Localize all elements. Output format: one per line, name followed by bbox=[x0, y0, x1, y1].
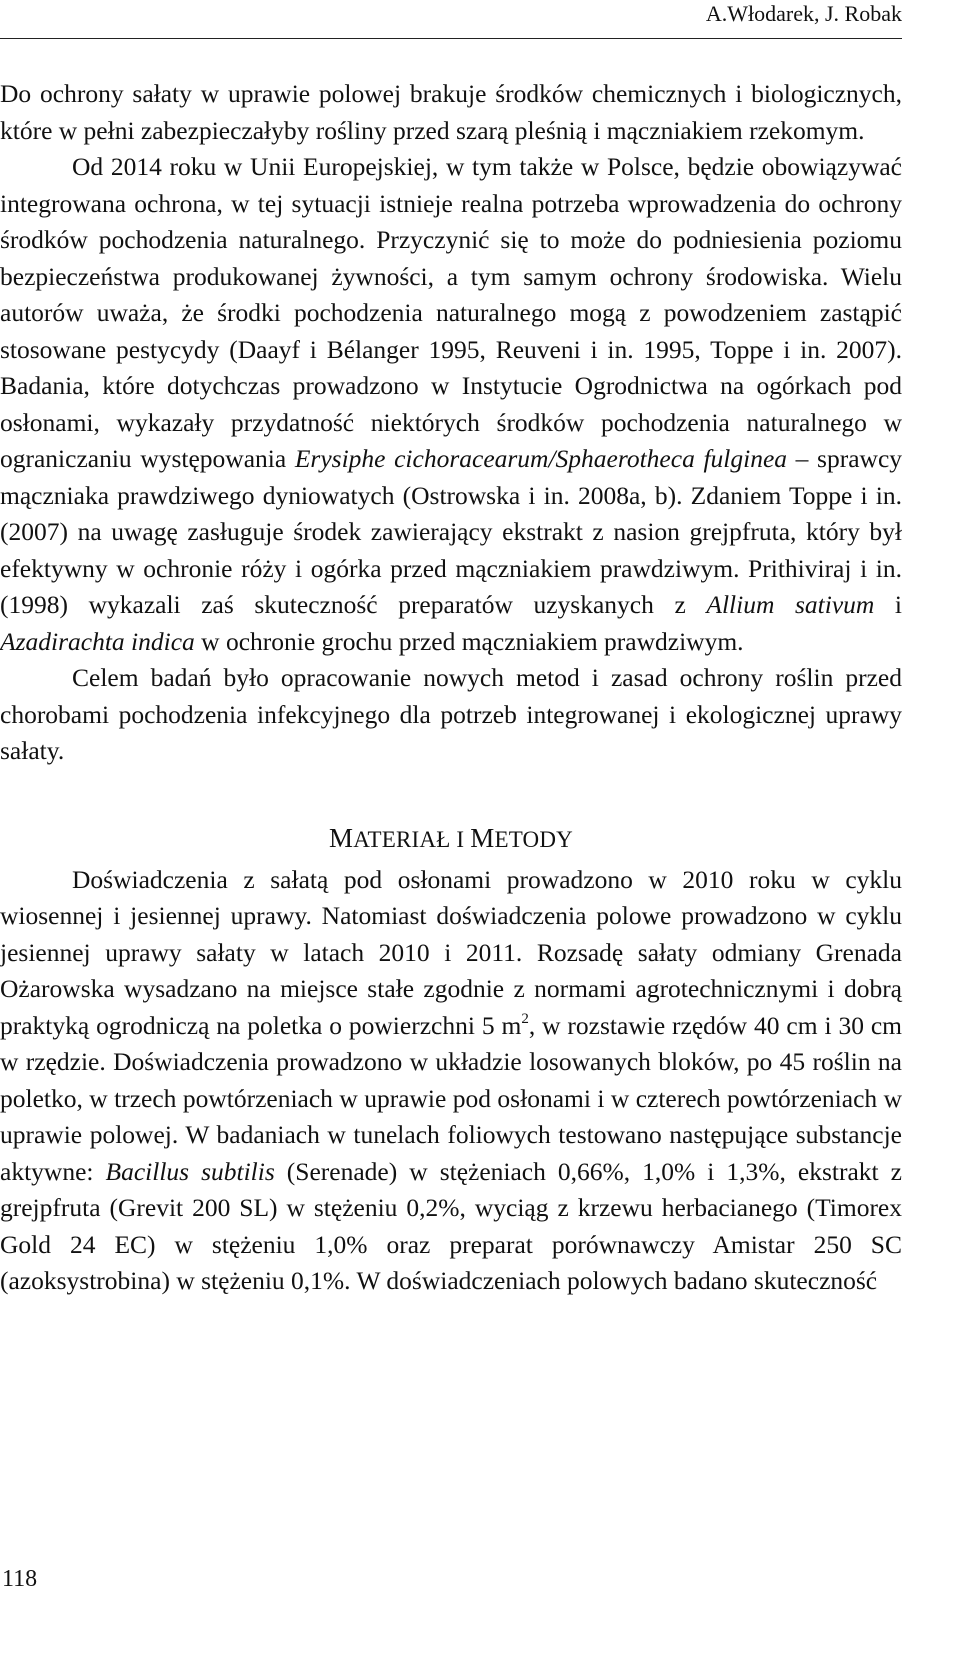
page-number: 118 bbox=[2, 1566, 38, 1592]
methods-p1-text-b: , w rozstawie rzędów 40 cm i 30 cm w rzędzie. Doświadczenia prowadzono w układzie losowanych bloków, po 45 roślin na poletko, w trzech powtórzeniach w uprawie pod osłonami i w czterech powtórzeniach w uprawie polowej. W badaniach w tunelach foliowych testowano następujące substancje aktywne: bbox=[0, 1010, 902, 1186]
intro-paragraph-1: Do ochrony sałaty w uprawie polowej brakuje środków chemicznych i biologicznych, które w pełni zabezpieczałyby rośliny przed szarą pleśnią i mączniakiem rzekomym. bbox=[0, 79, 902, 145]
intro-p2-text-b: – sprawcy mączniaka prawdziwego dyniowatych (Ostrowska i in. 2008a, b). Zdaniem Toppe i in. (2007) na uwagę zasługuje środek zawierający ekstrakt z nasion grejpfruta, który był efektywny w ochronie róży i ogórka przed mączniakiem prawdziwym. Prithiviraj i in. (1998) wykazali zaś skuteczność preparatów uzyskanych z bbox=[0, 444, 903, 619]
intro-p2-text-d: w ochronie grochu przed mączniakiem prawdziwym. bbox=[194, 626, 744, 656]
species-name-azadirachta: Azadirachta indica bbox=[0, 626, 195, 656]
species-name-allium: Allium sativum bbox=[706, 590, 875, 619]
species-name-bacillus: Bacillus subtilis bbox=[105, 1156, 275, 1186]
species-name-erysiphe: Erysiphe cichoracearum/Sphaerotheca fulginea bbox=[294, 444, 788, 473]
running-header bbox=[0, 0, 902, 40]
article-body bbox=[0, 76, 902, 1300]
intro-p2-text-a: Od 2014 roku w Unii Europejskiej, w tym także w Polsce, będzie obowiązywać integrowana ochrona, w tej sytuacji istnieje realna potrzeba wprowadzenia do ochrony środków pochodzenia naturalnego. Przyczynić się to może do podniesienia poziomu bezpieczeństwa produkowanej żywności, a tym samym ochrony środowiska. Wielu autorów uważa, że środki pochodzenia naturalnego mogą z powodzeniem zastąpić stosowane pestycydy (Daayf i Bélanger 1995, Reuveni i in. 1995, Toppe i in. 2007). Badania, które dotychczas prowadzono w Instytucie Ogrodnictwa na ogórkach pod osłonami, wykazały przydatność niektórych środków pochodzenia naturalnego w ograniczaniu występowania bbox=[0, 152, 902, 473]
methods-p1-text-a: Doświadczenia z sałatą pod osłonami prowadzono w 2010 roku w cyklu wiosennej i jesiennej uprawy. Natomiast doświadczenia polowe prowadzono w cyklu jesiennej uprawy sałaty w latach 2010 i 2011. Rozsadę sałaty odmiany Grenada Ożarowska wysadzano na miejsce stałe zgodnie z normami agrotechnicznymi i dobrą praktyką ogrodniczą na poletka o powierzchni 5 m bbox=[0, 864, 902, 1040]
methods-p1-text-c: (Serenade) w stężeniach 0,66%, 1,0% i 1,3%, ekstrakt z grejpfruta (Grevit 200 SL) w stężeniu 0,2%, wyciąg z krzewu herbacianego (Timorex Gold 24 EC) w stężeniu 1,0% oraz preparat porównawczy Amistar 250 SC (azoksystrobina) w stężeniu 0,1%. W doświadczeniach polowych badano skuteczność bbox=[0, 1156, 902, 1295]
intro-paragraph-3: Celem badań było opracowanie nowych metod i zasad ochrony roślin przed chorobami pochodzenia infekcyjnego dla potrzeb integrowanej i ekologicznej uprawy sałaty. bbox=[0, 663, 902, 765]
running-header-authors: A.Włodarek, J. Robak bbox=[705, 1, 902, 26]
methods-paragraph-1 bbox=[0, 862, 902, 1300]
superscript-2: 2 bbox=[521, 1010, 529, 1027]
section-heading-methods: MATERIAŁ I METODY bbox=[329, 822, 573, 853]
intro-p2-text-c: i bbox=[874, 590, 903, 619]
header-rule bbox=[0, 38, 902, 39]
intro-paragraph-2 bbox=[0, 149, 902, 660]
